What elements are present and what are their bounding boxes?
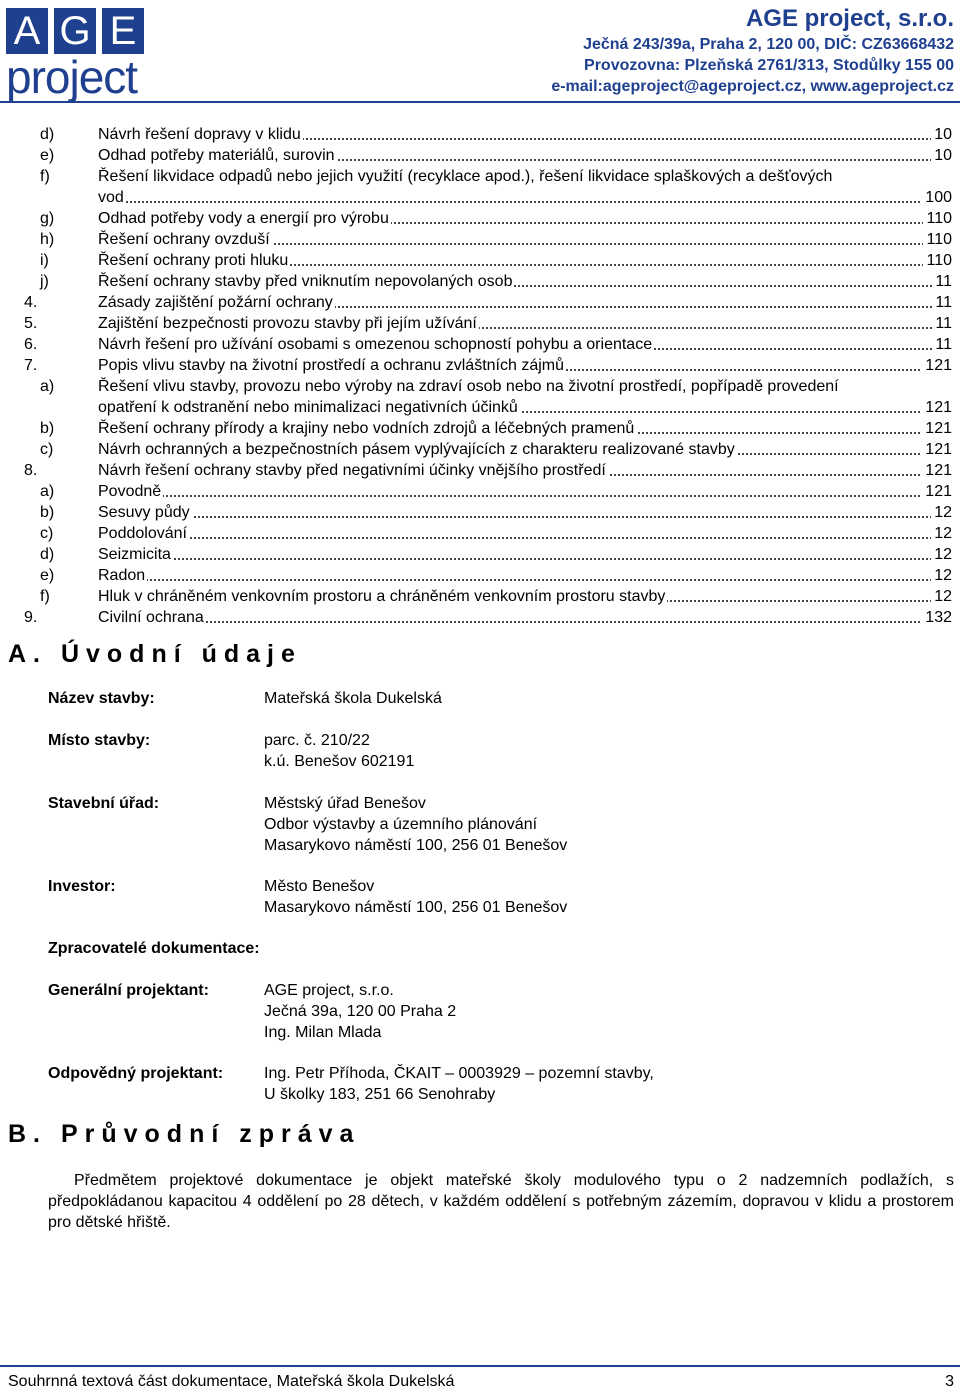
toc-entry-page: 11 [932, 271, 952, 292]
toc-entry-title-text: Radon [98, 567, 146, 584]
company-name: AGE project, s.r.o. [745, 5, 954, 32]
company-contact: e-mail:ageproject@ageproject.cz, www.ageproject.cz [551, 78, 954, 95]
footer-divider [0, 1365, 960, 1367]
general-designer-label: Generální projektant: [48, 982, 209, 999]
toc-entry-title-text: Řešení ochrany přírody a krajiny nebo vodních zdrojů a léčebných pramenů [98, 420, 635, 437]
toc-entry-page: 132 [922, 607, 952, 628]
toc-entry-title-text: Návrh ochranných a bezpečnostních pásem vyplývajících z charakteru realizované stavby [98, 441, 735, 458]
toc-entry-title-text: Návrh řešení pro užívání osobami s omezenou schopností pohybu a orientace [98, 336, 653, 353]
toc-entry-number: 5. [24, 315, 38, 332]
toc-entry-title [98, 439, 952, 460]
toc-entry-number: d) [40, 546, 55, 563]
toc-entry-title-text: Řešení ochrany stavby před vniknutím nepovolaných osob [98, 273, 513, 290]
company-info [551, 4, 954, 97]
building-name-value: Mateřská škola Dukelská [264, 690, 442, 707]
toc-entry-page: 11 [932, 313, 952, 334]
toc-entry-number: b) [40, 504, 55, 521]
toc-entry-page: 12 [931, 502, 952, 523]
toc-entry-number: d) [40, 126, 55, 143]
toc-entry-number: a) [40, 483, 55, 500]
toc-entry-number: f) [40, 588, 50, 605]
general-designer-line-1: AGE project, s.r.o. [264, 982, 394, 999]
section-b-heading: B. Průvodní zpráva [8, 1120, 361, 1148]
toc-entry-title [98, 502, 952, 523]
toc-entry-title-text: Zajištění bezpečnosti provozu stavby při jejím užívání [98, 315, 477, 332]
toc-entry-number: b) [40, 420, 55, 437]
toc-entry-title [98, 586, 952, 607]
toc-entry-number: h) [40, 231, 55, 248]
processors-label: Zpracovatelé dokumentace: [48, 940, 260, 957]
toc-entry-number: e) [40, 147, 55, 164]
toc-entry-title-continued [98, 397, 952, 418]
company-logo [6, 8, 146, 103]
toc-entry-title-continued [98, 187, 952, 208]
toc-entry-title-text: Návrh řešení ochrany stavby před negativními účinky vnějšího prostředí [98, 462, 606, 479]
toc-entry-number: 8. [24, 462, 38, 479]
toc-entry-page: 121 [922, 355, 952, 376]
toc-entry-title-text: Odhad potřeby materiálů, surovin [98, 147, 335, 164]
toc-entry-title-text: Popis vlivu stavby na životní prostředí a ochranu zvláštních zájmů [98, 357, 564, 374]
investor-line-1: Město Benešov [264, 878, 375, 895]
toc-entry-page: 12 [931, 586, 952, 607]
toc-entry-number: e) [40, 567, 55, 584]
section-a-heading: A. Úvodní údaje [8, 640, 302, 668]
toc-entry-page: 12 [931, 523, 952, 544]
page-number: 3 [945, 1373, 954, 1390]
building-office-line-3: Masarykovo náměstí 100, 256 01 Benešov [264, 837, 568, 854]
toc-entry-page: 11 [932, 334, 952, 355]
building-office-label: Stavební úřad: [48, 795, 160, 812]
toc-entry-title [98, 355, 952, 376]
toc-entry-title-text: Seizmicita [98, 546, 171, 563]
toc-entry-title [98, 313, 952, 334]
general-designer-line-3: Ing. Milan Mlada [264, 1024, 382, 1041]
toc-entry-page: 121 [922, 397, 952, 418]
toc-entry-page: 121 [922, 439, 952, 460]
toc-entry-title-continued-text: vod [98, 189, 124, 206]
toc-entry-title-text: Řešení ochrany ovzduší [98, 231, 270, 248]
toc-entry-page: 110 [923, 250, 952, 271]
toc-entry-number: 6. [24, 336, 38, 353]
toc-entry-title [98, 523, 952, 544]
toc-entry-title [98, 565, 952, 586]
toc-entry-title [98, 607, 952, 628]
investor-label: Investor: [48, 878, 116, 895]
toc-entry-page: 121 [922, 418, 952, 439]
toc-entry-title-text: Návrh řešení dopravy v klidu [98, 126, 301, 143]
toc-entry-title [98, 481, 952, 502]
toc-entry-title-continued-text: opatření k odstranění nebo minimalizaci negativních účinků [98, 399, 518, 416]
responsible-designer-line-2: U školky 183, 251 66 Senohraby [264, 1086, 496, 1103]
toc-entry-title [98, 271, 952, 292]
building-place-cadastre: k.ú. Benešov 602191 [264, 753, 415, 770]
toc-entry-number: 7. [24, 357, 38, 374]
section-b-paragraph: Předmětem projektové dokumentace je objekt mateřské školy modulového typu o 2 nadzemních podlažích, s předpokládanou kapacitou 4 oddělení po 28 dětech, v každém oddělení s potřebným zázemím, dopravou v klidu a prostorem pro dětské hřiště. [48, 1172, 954, 1231]
company-address: Ječná 243/39a, Praha 2, 120 00, DIČ: CZ63668432 [583, 36, 954, 53]
toc-entry-title-text: Hluk v chráněném venkovním prostoru a chráněném venkovním prostoru stavby [98, 588, 666, 605]
building-office-line-1: Městský úřad Benešov [264, 795, 426, 812]
toc-entry-title-text: Civilní ochrana [98, 609, 204, 626]
toc-entry-title-text: Poddolování [98, 525, 187, 542]
toc-entry-title [98, 208, 952, 229]
toc-entry-title-text: Odhad potřeby vody a energií pro výrobu [98, 210, 389, 227]
toc-entry-number: c) [40, 525, 54, 542]
logo-letter-a: A [6, 8, 48, 54]
footer-document-title: Souhrnná textová část dokumentace, Mateřská škola Dukelská [8, 1373, 455, 1390]
toc-entry-title [98, 460, 952, 481]
toc-entry-number: a) [40, 378, 55, 395]
toc-entry-page: 12 [931, 565, 952, 586]
toc-entry-page: 11 [932, 292, 952, 313]
toc-entry-title-text: Sesuvy půdy [98, 504, 190, 521]
toc-entry-title [98, 229, 952, 250]
toc-entry-number: 9. [24, 609, 38, 626]
toc-entry-number: g) [40, 210, 55, 227]
building-office-line-2: Odbor výstavby a územního plánování [264, 816, 538, 833]
toc-entry-number: f) [40, 168, 50, 185]
toc-entry-title-text: Zásady zajištění požární ochrany [98, 294, 333, 311]
toc-entry-title [98, 145, 952, 166]
toc-entry-page: 110 [923, 208, 952, 229]
toc-entry-title: Řešení vlivu stavby, provozu nebo výroby na zdraví osob nebo na životní prostředí, popřípadě provedení [98, 378, 839, 395]
toc-entry-title-text: Řešení ochrany proti hluku [98, 252, 289, 269]
toc-entry-title: Řešení likvidace odpadů nebo jejich využití (recyklace apod.), řešení likvidace splaškových a dešťových [98, 168, 833, 185]
toc-entry-number: 4. [24, 294, 38, 311]
logo-letter-g: G [54, 8, 96, 54]
toc-entry-page: 100 [922, 187, 952, 208]
logo-word: project [6, 51, 138, 103]
toc-entry-page: 121 [922, 460, 952, 481]
building-place-parcel: parc. č. 210/22 [264, 732, 370, 749]
responsible-designer-line-1: Ing. Petr Příhoda, ČKAIT – 0003929 – pozemní stavby, [264, 1065, 654, 1082]
toc-entry-title [98, 544, 952, 565]
toc-entry-page: 121 [922, 481, 952, 502]
toc-entry-title [98, 334, 952, 355]
toc-entry-title-text: Povodně [98, 483, 162, 500]
header-divider [0, 101, 960, 103]
toc-entry-number: c) [40, 441, 54, 458]
responsible-designer-label: Odpovědný projektant: [48, 1065, 224, 1082]
toc-entry-title [98, 418, 952, 439]
toc-entry-number: i) [40, 252, 49, 269]
toc-entry-title [98, 124, 952, 145]
general-designer-line-2: Ječná 39a, 120 00 Praha 2 [264, 1003, 457, 1020]
toc-entry-title [98, 292, 952, 313]
building-place-label: Místo stavby: [48, 732, 151, 749]
toc-entry-page: 110 [923, 229, 952, 250]
toc-entry-title [98, 250, 952, 271]
company-branch: Provozovna: Plzeňská 2761/313, Stodůlky 155 00 [584, 57, 954, 74]
investor-line-2: Masarykovo náměstí 100, 256 01 Benešov [264, 899, 568, 916]
building-name-label: Název stavby: [48, 690, 155, 707]
toc-entry-page: 10 [931, 124, 952, 145]
toc-entry-page: 12 [931, 544, 952, 565]
toc-entry-number: j) [40, 273, 49, 290]
toc-entry-page: 10 [931, 145, 952, 166]
logo-letter-e: E [102, 8, 144, 54]
